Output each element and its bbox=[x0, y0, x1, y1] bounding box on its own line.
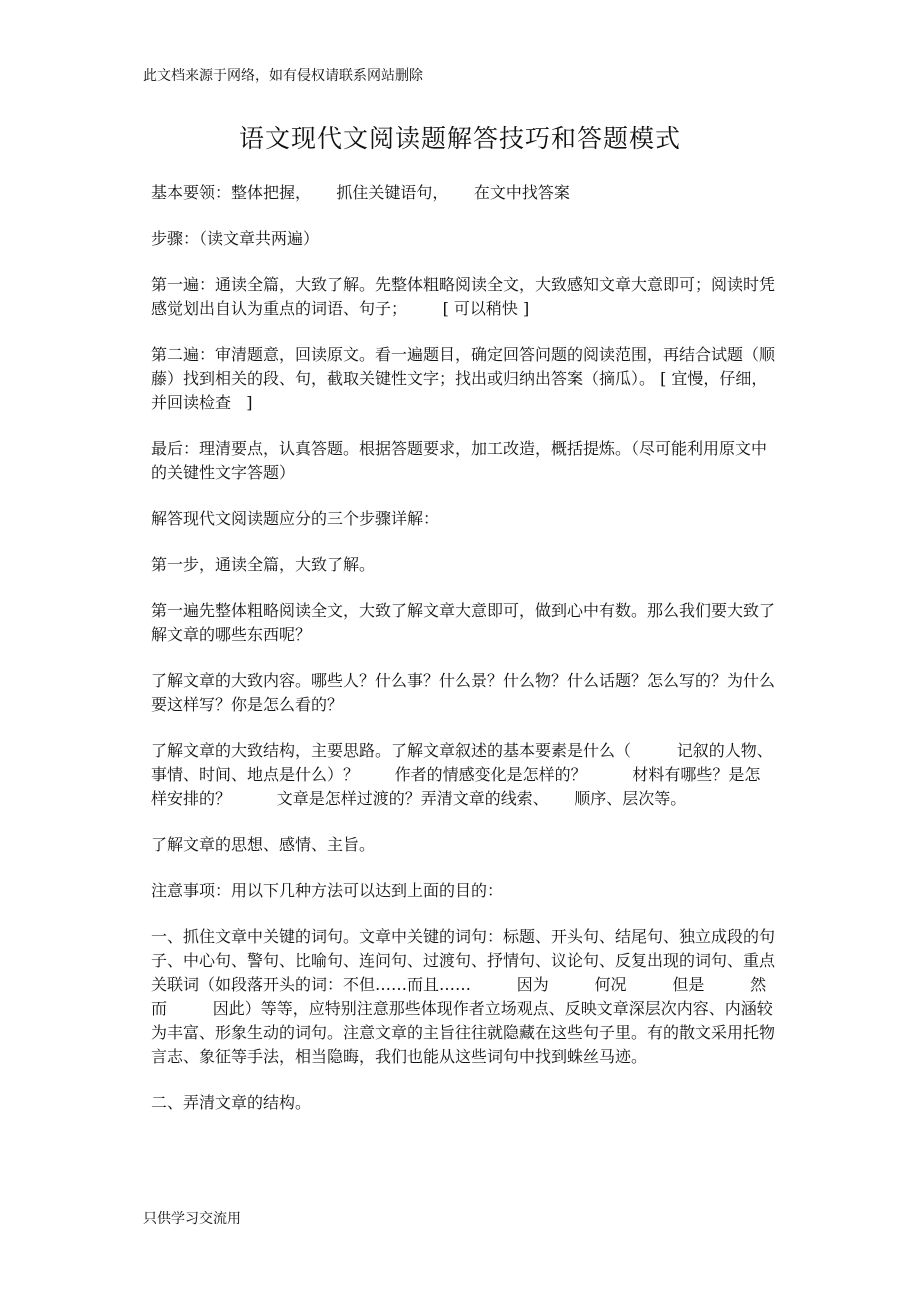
footer-note: 只供学习交流用 bbox=[143, 1211, 241, 1227]
header-note: 此文档来源于网络，如有侵权请联系网站删除 bbox=[143, 68, 423, 84]
paragraph-step-one-detail: 第一遍先整体粗略阅读全文，大致了解文章大意即可，做到心中有数。那么我们要大致了解文章的哪些东西呢？ bbox=[151, 601, 776, 644]
document-title: 语文现代文阅读题解答技巧和答题模式 bbox=[238, 124, 681, 153]
paragraph-structure-heading: 二、弄清文章的结构。 bbox=[151, 1093, 312, 1112]
paragraph-basic-principles: 基本要领：整体把握， 抓住关键语句， 在文中找答案 bbox=[151, 183, 570, 202]
paragraph-steps: 步骤：（读文章共两遍） bbox=[151, 229, 320, 248]
paragraph-key-sentences: 一、抓住文章中关键的词句。文章中关键的词句：标题、开头句、结尾句、独立成段的句子、中心句、警句、比喻句、连问句、过渡句、抒情句、议论句、反复出现的词句、重点关联词（如段落开头的词：不但……而且…… 因为 何况 但是 然而 因此）等等，应特别注意那些体现作者立场观点、反映文章深层次内容、内涵较为丰富、形象生动的词句。注意文章的主旨往往就隐藏在这些句子里。有的散文采用托物言志、象征等手法，相当隐晦，我们也能从这些词句中找到蛛丝马迹。 bbox=[151, 927, 776, 1066]
paragraph-first-read: 第一遍：通读全篇，大致了解。先整体粗略阅读全文，大致感知文章大意即可；阅读时凭感觉划出自认为重点的词语、句子； [ 可以稍快 ] bbox=[151, 275, 776, 318]
paragraph-structure: 了解文章的大致结构，主要思路。了解文章叙述的基本要素是什么（ 记叙的人物、事情、时间、地点是什么）？ 作者的情感变化是怎样的？ 材料有哪些？是怎样安排的？ 文章是怎样过渡的？弄清文章的线索、 顺序、层次等。 bbox=[151, 741, 773, 808]
document-body bbox=[151, 181, 776, 1137]
paragraph-final: 最后：理清要点，认真答题。根据答题要求，加工改造，概括提炼。（尽可能利用原文中的关键性文字答题） bbox=[151, 439, 768, 482]
paragraph-step-one: 第一步，通读全篇，大致了解。 bbox=[151, 555, 376, 574]
paragraph-second-read: 第二遍：审清题意，回读原文。看一遍题目，确定回答问题的阅读范围，再结合试题（顺藤）找到相关的段、句，截取关键性文字；找出或归纳出答案（摘瓜）。 [ 宜慢，仔细，并回读检查 ] bbox=[151, 345, 776, 412]
paragraph-three-steps-intro: 解答现代文阅读题应分的三个步骤详解： bbox=[151, 509, 440, 528]
paragraph-notes: 注意事项：用以下几种方法可以达到上面的目的： bbox=[151, 881, 504, 900]
paragraph-content: 了解文章的大致内容。哪些人？什么事？什么景？什么物？什么话题？怎么写的？为什么要这样写？你是怎么看的？ bbox=[151, 671, 776, 714]
paragraph-theme: 了解文章的思想、感情、主旨。 bbox=[151, 835, 376, 854]
